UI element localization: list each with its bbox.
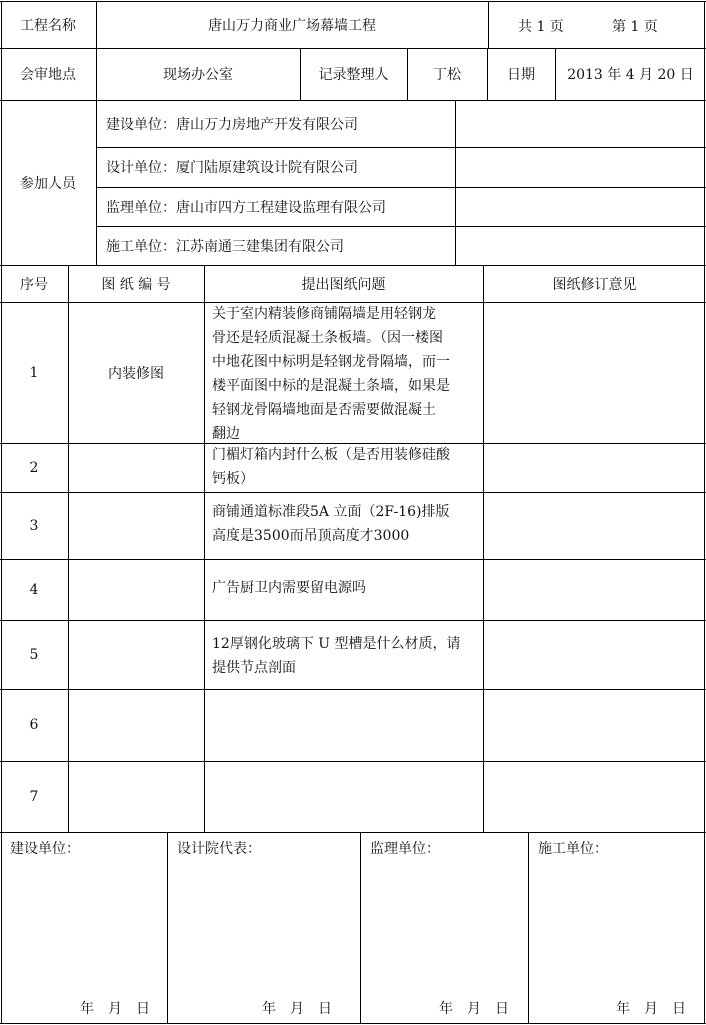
date-value: 2013 年 4 月 20 日	[567, 67, 694, 83]
hline	[0, 48, 706, 49]
signature-contractor-unit	[528, 832, 706, 1024]
row-3-issue: 商铺通道标准段5A 立面（2F-16)排版 高度是3500而吊顶高度才3000	[212, 504, 450, 544]
vline	[483, 265, 484, 832]
project-name-value: 唐山万力商业广场幕墙工程	[208, 18, 376, 34]
hline	[96, 187, 706, 188]
vline	[300, 48, 301, 100]
signature-date: 年 月 日	[80, 1001, 150, 1017]
vline	[68, 265, 69, 832]
signature-label: 监理单位：	[370, 841, 440, 857]
row-6-issue	[204, 689, 483, 761]
row-5-revision	[483, 620, 706, 689]
row-6-revision	[483, 689, 706, 761]
row-5-drawing	[68, 620, 204, 689]
signature-construction-unit	[0, 832, 167, 1024]
col-header-no: 序号	[20, 276, 48, 293]
signature-date: 年 月 日	[616, 1001, 686, 1017]
date-label: 日期	[507, 67, 535, 83]
signature-supervision-unit	[360, 832, 528, 1024]
hline	[0, 492, 706, 493]
col-header-revision: 图纸修订意见	[552, 276, 637, 293]
page-count	[488, 2, 706, 48]
row-4-revision	[483, 559, 706, 620]
hline	[0, 1, 706, 2]
hline	[0, 443, 706, 444]
vline	[487, 48, 488, 100]
signature-design-representative	[167, 832, 360, 1024]
vline	[407, 48, 408, 100]
col-header-drawing-no: 图 纸 编 号	[101, 276, 171, 293]
total-pages-text: 共 1 页	[518, 19, 564, 35]
row-4-no: 4	[29, 581, 39, 598]
page-number-text: 第 1 页	[612, 19, 658, 35]
meeting-location-value: 现场办公室	[163, 67, 233, 83]
row-1-no: 1	[29, 364, 39, 381]
vline	[1, 1, 2, 1024]
hline	[0, 302, 706, 303]
hline	[0, 100, 706, 101]
meeting-location-label: 会审地点	[20, 67, 76, 83]
hline	[0, 689, 706, 690]
hline	[0, 1023, 706, 1024]
vline	[360, 832, 361, 1024]
hline	[0, 559, 706, 560]
vline	[167, 832, 168, 1024]
row-6-drawing	[68, 689, 204, 761]
vline	[555, 48, 556, 100]
hline	[96, 147, 706, 148]
hline	[0, 761, 706, 762]
signature-date: 年 月 日	[439, 1001, 509, 1017]
recorder-label: 记录整理人	[318, 67, 389, 83]
row-4-issue: 广告厨卫内需要留电源吗	[212, 580, 366, 596]
row-5-issue: 12厚钢化玻璃下 U 型槽是什么材质，请 提供节点剖面	[212, 636, 461, 676]
vline	[488, 1, 489, 48]
signature-label: 设计院代表：	[177, 841, 261, 857]
row-2-no: 2	[29, 459, 39, 476]
row-4-drawing	[68, 559, 204, 620]
project-name-label: 工程名称	[20, 18, 76, 34]
vline	[96, 1, 97, 265]
signature-date: 年 月 日	[262, 1001, 332, 1017]
row-6-no: 6	[29, 717, 39, 733]
row-5-no: 5	[29, 646, 39, 663]
signature-label: 建设单位：	[10, 841, 80, 857]
participant-design-unit: 设计单位：厦门陆原建筑设计院有限公司	[106, 160, 358, 176]
row-7-issue	[204, 761, 483, 832]
row-2-issue: 门楣灯箱内封什么板（是否用装修硅酸 钙板）	[212, 447, 450, 487]
hline	[0, 265, 706, 266]
row-3-drawing	[68, 492, 204, 559]
row-3-no: 3	[29, 517, 39, 534]
row-7-no: 7	[29, 788, 39, 805]
col-header-issue: 提出图纸问题	[301, 276, 386, 293]
hline	[0, 620, 706, 621]
row-1-revision	[483, 302, 706, 443]
recorder-value: 丁松	[433, 67, 461, 83]
participants-label: 参加人员	[20, 175, 76, 192]
vline	[528, 832, 529, 1024]
row-7-drawing	[68, 761, 204, 832]
row-7-revision	[483, 761, 706, 832]
hline	[96, 226, 706, 227]
row-1-issue: 关于室内精装修商铺隔墙是用轻钢龙 骨还是轻质混凝土条板墙。（因一楼图 中地花图中标明是轻钢龙骨隔墙，而一 楼平面图中标的是混凝土条墙，如果是 轻钢龙骨隔墙地面是否需要做混凝土 翻边	[212, 306, 450, 442]
row-2-revision	[483, 443, 706, 492]
vline	[204, 265, 205, 832]
row-3-revision	[483, 492, 706, 559]
hline	[0, 832, 706, 833]
row-2-drawing	[68, 443, 204, 492]
signature-label: 施工单位：	[538, 841, 608, 857]
participant-construction-unit: 建设单位：唐山万力房地产开发有限公司	[106, 116, 358, 133]
participant-supervision-unit: 监理单位：唐山市四方工程建设监理有限公司	[106, 199, 386, 216]
vline	[704, 1, 705, 1024]
row-1-drawing: 内装修图	[108, 365, 164, 382]
participant-contractor-unit: 施工单位：江苏南通三建集团有限公司	[106, 238, 344, 255]
vline	[455, 100, 456, 265]
